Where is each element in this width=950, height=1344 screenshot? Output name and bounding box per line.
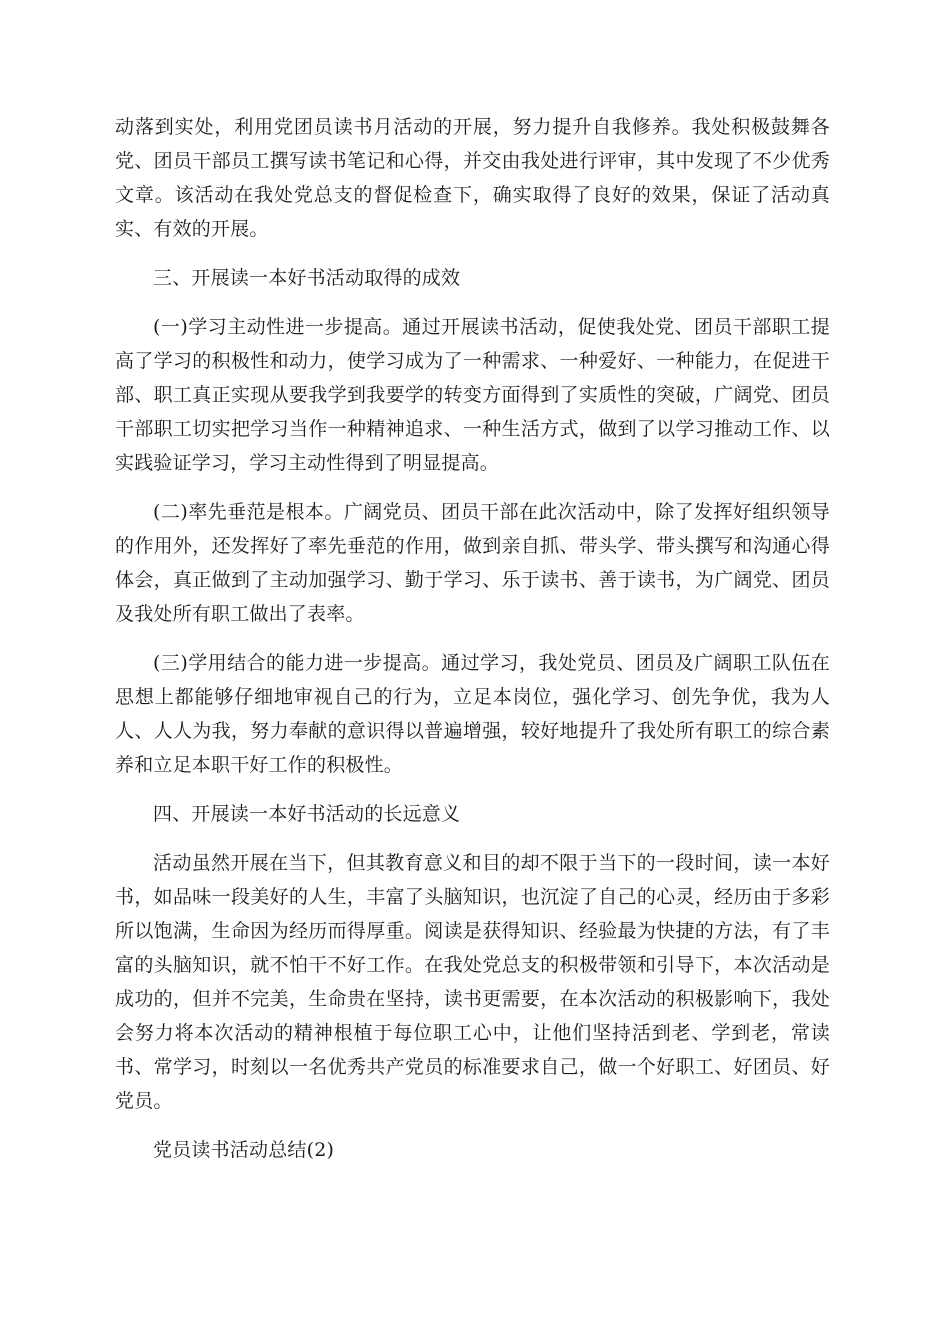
- section-heading-4: 四、开展读一本好书活动的长远意义: [153, 803, 461, 825]
- section-heading-3: 三、开展读一本好书活动取得的成效: [153, 267, 461, 289]
- paragraph-continuation: 动落到实处，利用党团员读书月活动的开展，努力提升自我修养。我处积极鼓舞各党、团员干部员工撰写读书笔记和心得，并交由我处进行评审，其中发现了不少优秀文章。该活动在我处党总支的督促检查下，确实取得了良好的效果，保证了活动真实、有效的开展。: [115, 116, 830, 240]
- document-body: [115, 110, 830, 1182]
- paragraph-achievement-2: (二)率先垂范是根本。广阔党员、团员干部在此次活动中，除了发挥好组织领导的作用外，还发挥好了率先垂范的作用，做到亲自抓、带头学、带头撰写和沟通心得体会，真正做到了主动加强学习、勤于学习、乐于读书、善于读书，为广阔党、团员及我处所有职工做出了表率。: [115, 501, 830, 625]
- paragraph-achievement-1: (一)学习主动性进一步提高。通过开展读书活动，促使我处党、团员干部职工提高了学习的积极性和动力，使学习成为了一种需求、一种爱好、一种能力，在促进干部、职工真正实现从要我学到我要学的转变方面得到了实质性的突破，广阔党、团员干部职工切实把学习当作一种精神追求、一种生活方式，做到了以学习推动工作、以实践验证学习，学习主动性得到了明显提高。: [115, 316, 830, 474]
- next-article-title: 党员读书活动总结(2): [153, 1139, 335, 1161]
- paragraph-significance: 活动虽然开展在当下，但其教育意义和目的却不限于当下的一段时间，读一本好书，如品味一段美好的人生，丰富了头脑知识，也沉淀了自己的心灵，经历由于多彩所以饱满，生命因为经历而得厚重。阅读是获得知识、经验最为快捷的方法，有了丰富的头脑知识，就不怕干不好工作。在我处党总支的积极带领和引导下，本次活动是成功的，但并不完美，生命贵在坚持，读书更需要，在本次活动的积极影响下，我处会努力将本次活动的精神根植于每位职工心中，让他们坚持活到老、学到老，常读书、常学习，时刻以一名优秀共产党员的标准要求自己，做一个好职工、好团员、好党员。: [115, 852, 830, 1112]
- paragraph-achievement-3: (三)学用结合的能力进一步提高。通过学习，我处党员、团员及广阔职工队伍在思想上都能够仔细地审视自己的行为，立足本岗位，强化学习、创先争优，我为人人、人人为我，努力奉献的意识得以普遍增强，较好地提升了我处所有职工的综合素养和立足本职干好工作的积极性。: [115, 652, 830, 776]
